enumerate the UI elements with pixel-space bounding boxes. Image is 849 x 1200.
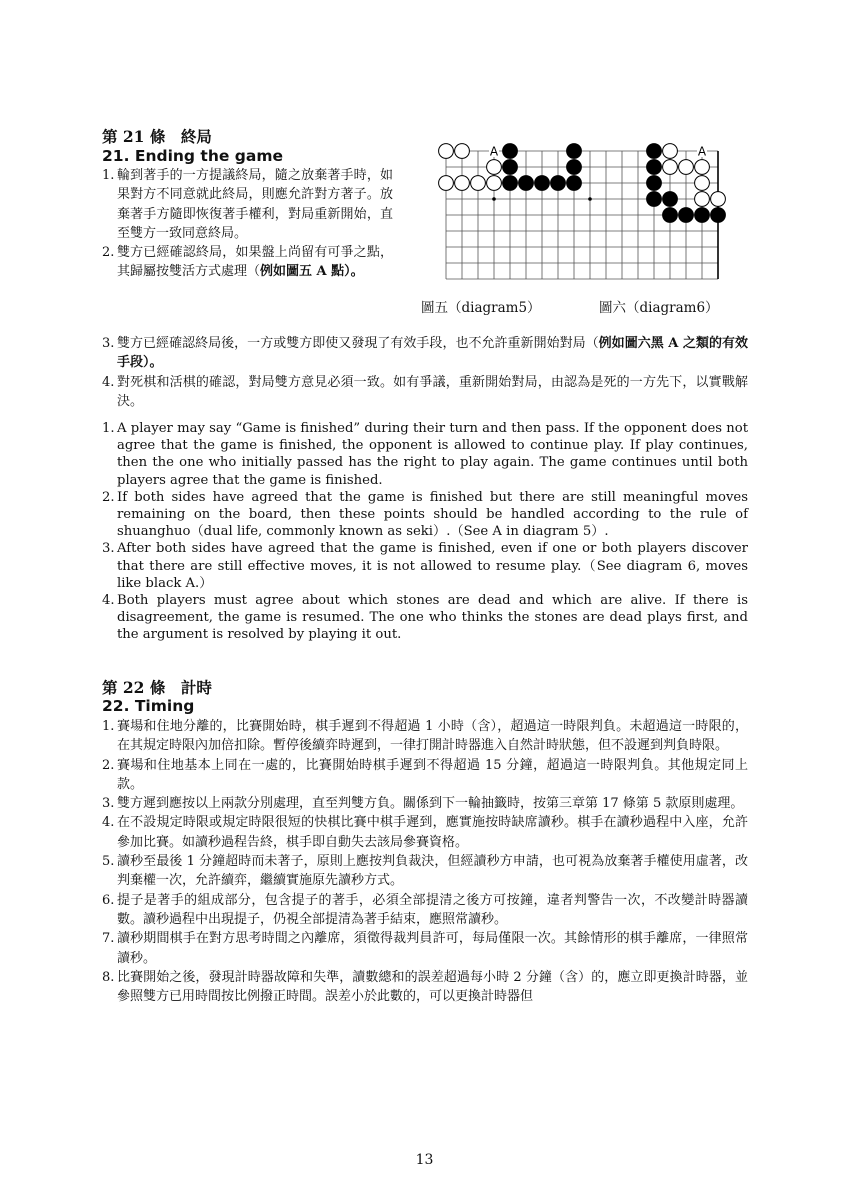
white-stone <box>695 160 710 175</box>
white-stone <box>695 192 710 207</box>
black-stone <box>647 176 662 191</box>
white-stone <box>679 160 694 175</box>
diagram-6-caption: 圖六（diagram6） <box>599 300 719 316</box>
star-point <box>588 197 592 201</box>
black-stone <box>535 176 550 191</box>
list-item: 3. 雙方遲到應按以上兩款分別處理，直至判雙方負。關係到下一輪抽籤時，按第三章第 17 條第 5 款原則處理。 <box>102 796 744 812</box>
black-stone <box>695 208 710 223</box>
list-item: 2. 賽場和住地基本上同在一處的，比賽開始時棋手遲到不得超過 15 分鐘，超過這一時限判負。其他規定同上款。 <box>102 757 748 792</box>
white-stone <box>471 176 486 191</box>
black-stone <box>519 176 534 191</box>
list-item: 3. 雙方已經確認終局後，一方或雙方即使又發現了有效手段，也不允許重新開始對局（例如圖六黑 A 之類的有效手段）。 <box>102 336 748 371</box>
section-21-subheading: 21. Ending the game <box>102 147 283 165</box>
list-item: 3. After both sides have agreed that the game is finished, even if one or both players discover that there are still effective moves, it is not allowed to resume play.（See diagram 6, moves like black A.） <box>102 541 748 591</box>
black-stone <box>567 176 582 191</box>
diagram-5-caption: 圖五（diagram5） <box>421 300 541 316</box>
black-stone <box>647 160 662 175</box>
list-item: 5. 讀秒至最後 1 分鐘超時而未著子，原則上應按判負裁決，但經讀秒方申請，也可視為放棄著手權使用虛著，改判棄權一次，允許續弈，繼續實施原先讀秒方式。 <box>102 854 748 889</box>
white-stone <box>663 160 678 175</box>
section-22-subheading: 22. Timing <box>102 697 195 715</box>
white-stone <box>487 176 502 191</box>
list-item: 1. A player may say “Game is finished” during their turn and then pass. If the opponent does not agree that the game is finished, the opponent is allowed to continue play. If play continues, then the one who initially passed has the right to play again. The game continues until both players agree that the game is finished. <box>102 421 748 488</box>
black-stone <box>663 208 678 223</box>
list-item: 7. 讀秒期間棋手在對方思考時間之內離席，須徵得裁判員許可，每局僅限一次。其餘情形的棋手離席，一律照常讀秒。 <box>102 931 748 966</box>
page-number: 13 <box>415 1152 434 1168</box>
white-stone <box>439 176 454 191</box>
section-22-heading: 第 22 條 計時 <box>102 678 212 697</box>
black-stone <box>551 176 566 191</box>
list-item: 6. 提子是著手的組成部分，包含提子的著手，必須全部提清之後方可按鐘，違者判警告一次，不改變計時器讀數。讀秒過程中出現提子，仍視全部提清為著手結束，應照常讀秒。 <box>102 892 748 927</box>
section-22-list <box>102 717 748 1006</box>
black-stone <box>711 208 726 223</box>
star-point <box>492 197 496 201</box>
section-21-zh-list-bottom <box>102 334 748 411</box>
point-label-a: A <box>697 144 707 159</box>
section-21-en-list <box>102 420 748 644</box>
list-item: 1. 賽場和住地分離的，比賽開始時，棋手遲到不得超過 1 小時（含），超過這一時限判負。未超過這一時限的，在其規定時限內加倍扣除。暫停後續弈時遲到，一律打開計時器進入自然計時狀態，但不設遲到判負時限。 <box>102 719 748 754</box>
white-stone <box>711 192 726 207</box>
list-item: 2. If both sides have agreed that the game is finished but there are still meaningful moves remaining on the board, then these points should be handled according to the rule of shuanghuo（dual life, commonly known as seki）.（See A in diagram 5）. <box>102 489 748 540</box>
white-stone <box>487 160 502 175</box>
black-stone <box>567 144 582 159</box>
point-label-a: A <box>489 144 499 159</box>
section-21-heading: 第 21 條 終局 <box>102 127 212 146</box>
black-stone <box>663 192 678 207</box>
list-item: 8. 比賽開始之後，發現計時器故障和失準，讀數總和的誤差超過每小時 2 分鐘（含）的，應立即更換計時器，並參照雙方已用時間按比例撥正時間。誤差小於此數的，可以更換計時器但 <box>102 969 748 1005</box>
black-stone <box>503 176 518 191</box>
white-stone <box>455 176 470 191</box>
black-stone <box>567 160 582 175</box>
list-item: 4. Both players must agree about which stones are dead and which are alive. If there is disagreement, the game is resumed. The one who thinks the stones are dead plays first, and the argument is resolved by playing it out. <box>102 593 748 643</box>
go-board-diagrams <box>436 143 726 297</box>
list-item: 1. 輪到著手的一方提議終局，隨之放棄著手時，如果對方不同意就此終局，則應允許對方著子。放棄著手方隨即恢復著手權利，對局重新開始，直至雙方一致同意終局。 <box>102 168 393 241</box>
black-stone <box>647 192 662 207</box>
list-item: 2. 雙方已經確認終局，如果盤上尚留有可爭之點，其歸屬按雙活方式處理（例如圖五 A 點）。 <box>102 245 393 280</box>
black-stone <box>647 144 662 159</box>
section-21-zh-list-top <box>102 166 393 282</box>
list-item: 4. 在不設規定時限或規定時限很短的快棋比賽中棋手遲到，應實施按時缺席讀秒。棋手在讀秒過程中入座，允許參加比賽。如讀秒過程告終，棋手即自動失去該局參賽資格。 <box>102 815 748 850</box>
black-stone <box>503 160 518 175</box>
black-stone <box>679 208 694 223</box>
white-stone <box>439 144 454 159</box>
list-item: 4. 對死棋和活棋的確認，對局雙方意見必須一致。如有爭議，重新開始對局，由認為是死的一方先下，以實戰解決。 <box>102 374 748 409</box>
white-stone <box>663 144 678 159</box>
black-stone <box>503 144 518 159</box>
go-board <box>436 143 726 293</box>
white-stone <box>455 144 470 159</box>
white-stone <box>695 176 710 191</box>
